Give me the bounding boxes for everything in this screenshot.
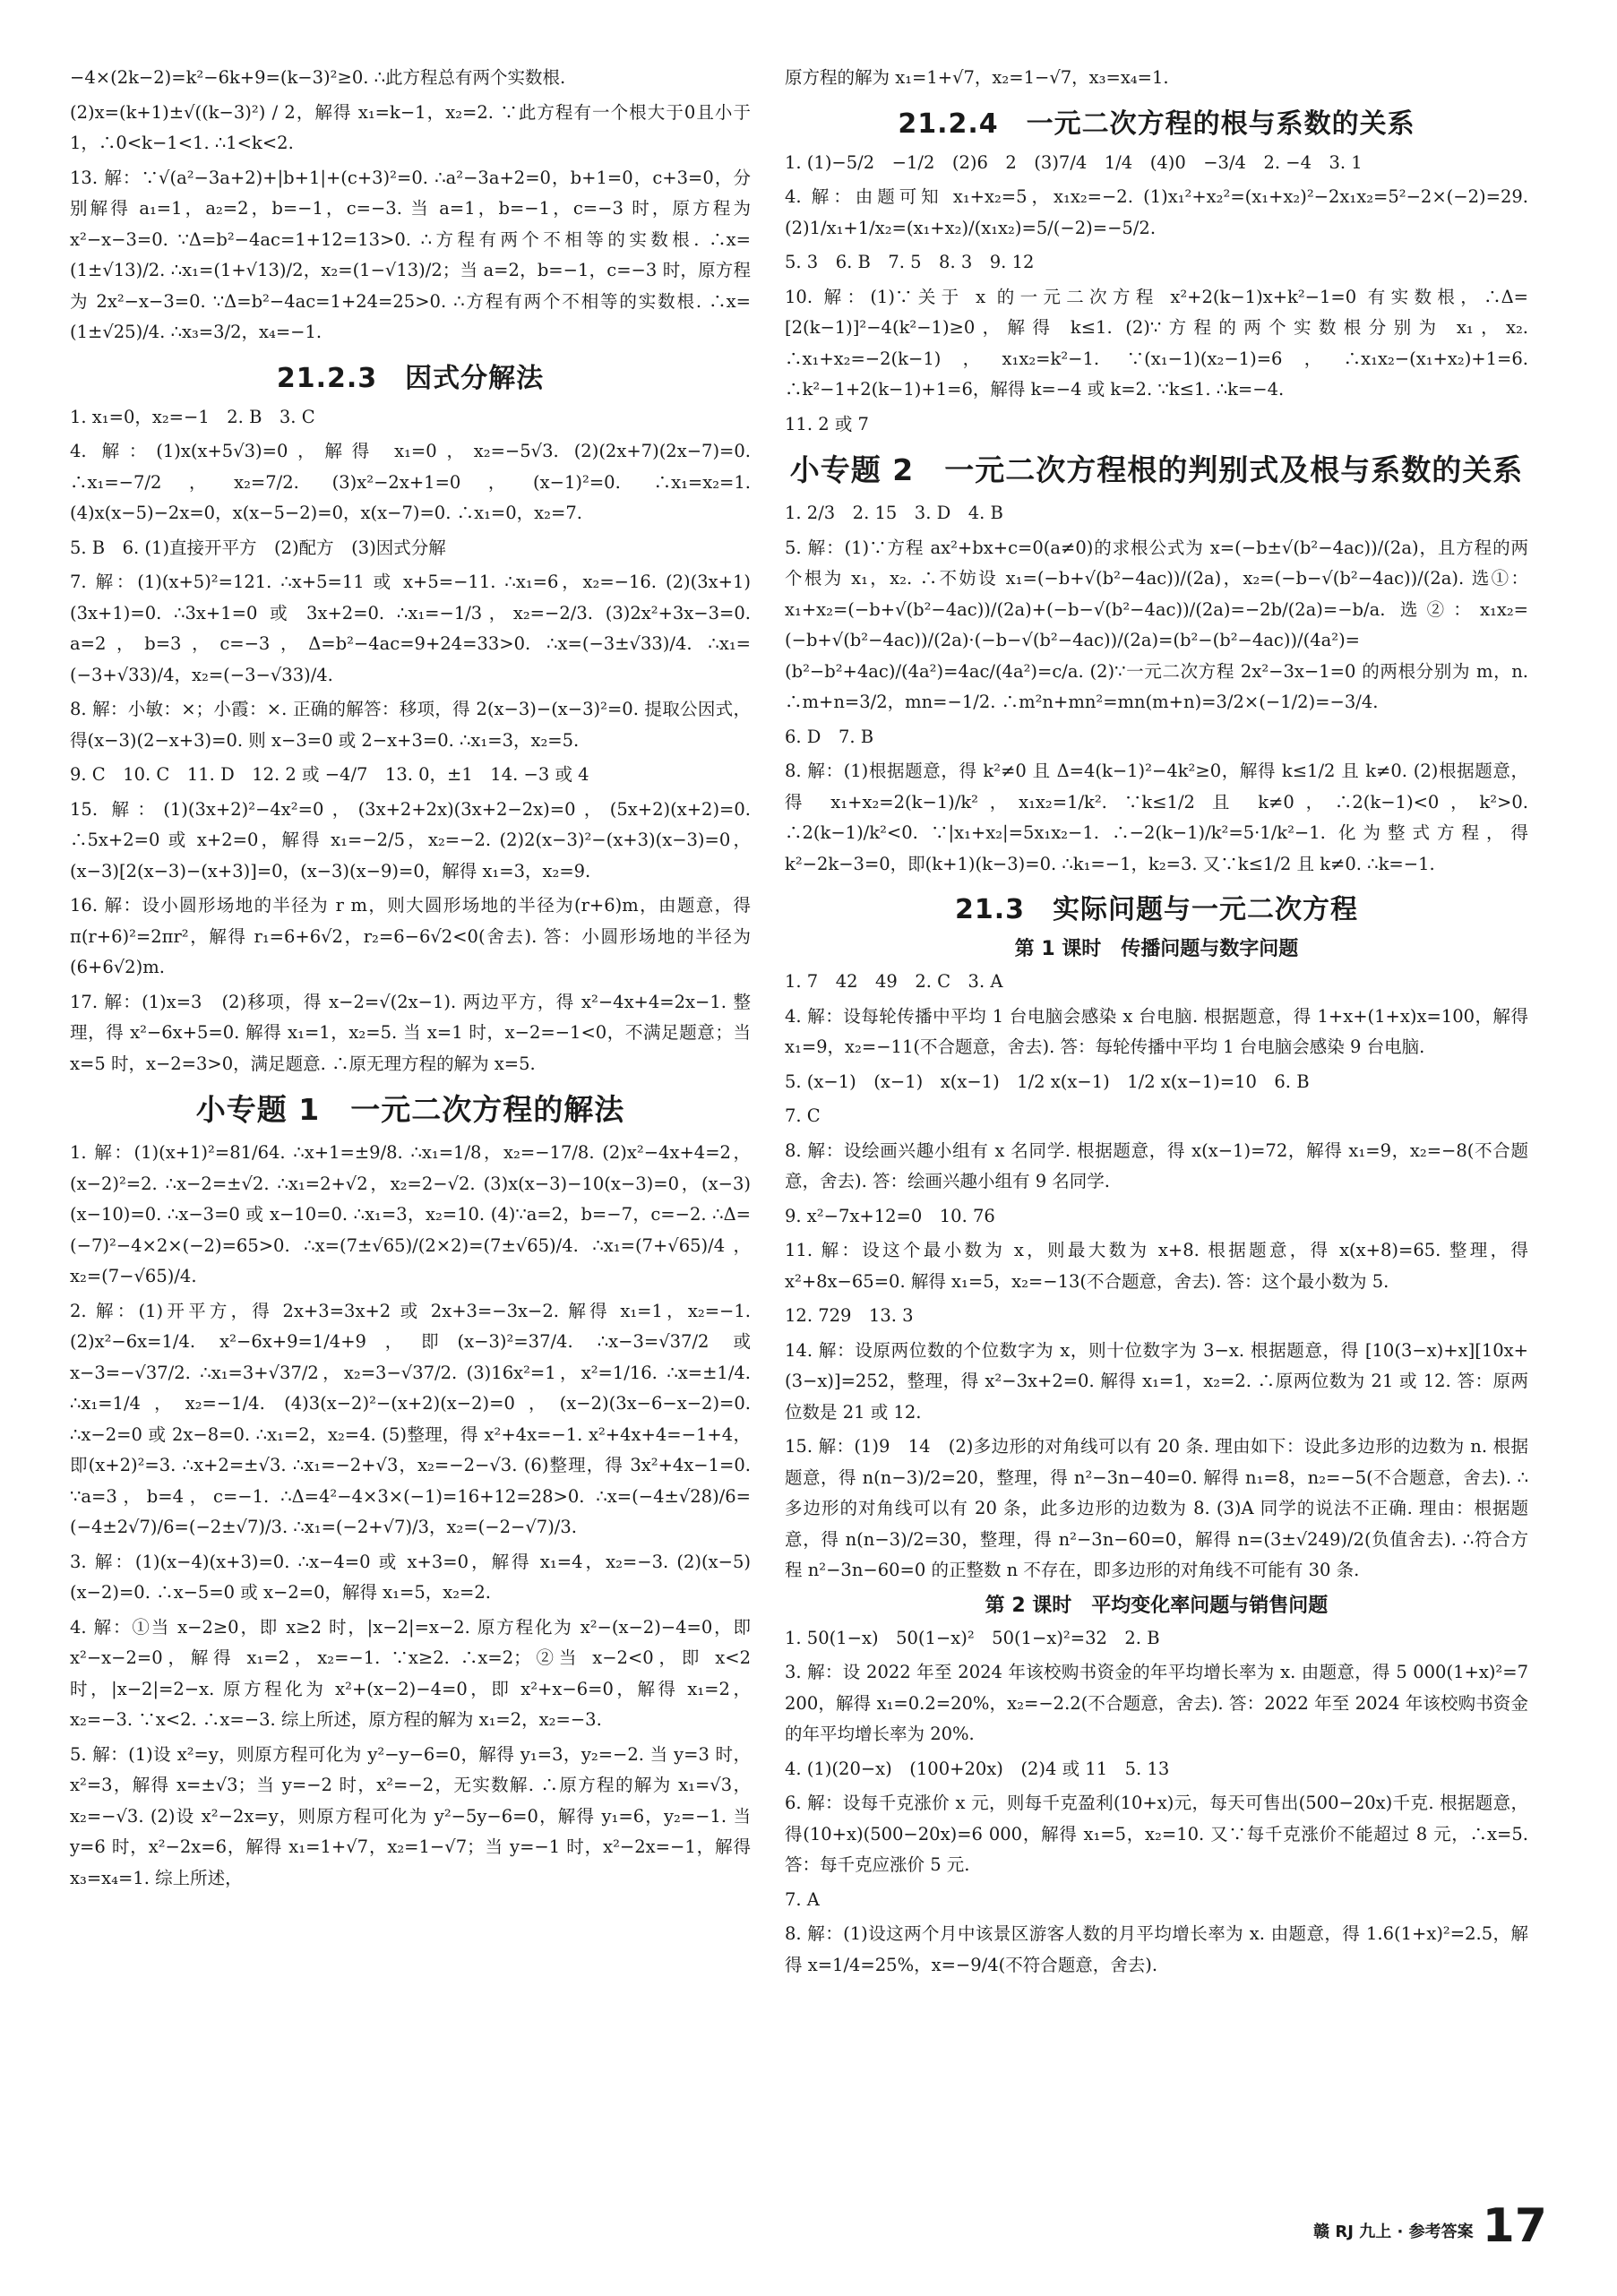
answer-line: 9. C 10. C 11. D 12. 2 或 −4/7 13. 0，±1 14. −3 或 4 (70, 764, 589, 785)
answer-line: 原方程的解为 x₁=1+√7，x₂=1−√7，x₃=x₄=1. (785, 67, 1169, 88)
answer-line: 7. 解：(1)(x+5)²=121. ∴x+5=11 或 x+5=−11. ∴x₁=6，x₂=−16. (2)(3x+1)(3x+1)=0. ∴3x+1=0 或 3x+2=0. ∴x₁=−1/3，x₂=−2/3. (3)2x²+3x−3=0. a=2，b=3，c=−3，Δ=b²−4ac=9+24=33>0. ∴x=(−3±√33)/4. ∴x₁=(−3+√33)/4，x₂=(−3−√33)/4. (70, 572, 751, 685)
answer-line: −4×(2k−2)=k²−6k+9=(k−3)²≥0. ∴此方程总有两个实数根. (70, 67, 566, 88)
answer-line: 4. (1)(20−x) (100+20x) (2)4 或 11 5. 13 (785, 1758, 1170, 1779)
answer-line: 3. 解：(1)(x−4)(x+3)=0. ∴x−4=0 或 x+3=0，解得 x₁=4，x₂=−3. (2)(x−5)(x−2)=0. ∴x−5=0 或 x−2=0，解得 x₁=5，x₂=2. (70, 1551, 751, 1603)
answer-line: 5. (x−1) (x−1) x(x−1) 1/2 x(x−1) 1/2 x(x−1)=10 6. B (785, 1071, 1310, 1092)
section-heading-21-3: 21.3 实际问题与一元二次方程 (954, 894, 1359, 925)
section-heading-21-2-4: 21.2.4 一元二次方程的根与系数的关系 (898, 107, 1415, 140)
answer-line: 14. 解：设原两位数的个位数字为 x，则十位数字为 3−x. 根据题意，得 [10(3−x)+x][10x+(3−x)]=252，整理，得 x²−3x+2=0. 解得 x₁=1，x₂=2. ∴原两位数为 21 或 12. 答：原两位数是 21 或 12. (785, 1339, 1528, 1423)
answer-line: 4. 解：①当 x−2≥0，即 x≥2 时，|x−2|=x−2. 原方程化为 x²−(x−2)−4=0，即 x²−x−2=0，解得 x₁=2，x₂=−1. ∵x≥2. ∴x=2；②当 x−2<0，即 x<2 时，|x−2|=2−x. 原方程化为 x²+(x−2)−4=0，即 x²+x−6=0，解得 x₁=2，x₂=−3. ∵x<2. ∴x=−3. 综上所述，原方程的解为 x₁=2，x₂=−3. (70, 1616, 751, 1730)
right-column (785, 63, 1528, 1984)
answer-line: 1. 50(1−x) 50(1−x)² 50(1−x)²=32 2. B (785, 1627, 1160, 1648)
answer-line: 3. 解：设 2022 年至 2024 年该校购书资金的年平均增长率为 x. 由题意，得 5 000(1+x)²=7 200，解得 x₁=0.2=20%，x₂=−2.2(不合题意，舍去). 答：2022 年至 2024 年该校购书资金的年平均增长率为 20%. (785, 1662, 1528, 1744)
answer-line: (2)x=(k+1)±√((k−3)²) / 2，解得 x₁=k−1，x₂=2. ∵此方程有一个根大于0且小于1，∴0<k−1<1. ∴1<k<2. (70, 101, 751, 153)
topic-heading-1: 小专题 1 一元二次方程的解法 (195, 1092, 625, 1127)
answer-line: 5. B 6. (1)直接开平方 (2)配方 (3)因式分解 (70, 537, 446, 558)
answer-line: 11. 2 或 7 (785, 413, 869, 434)
answer-line: 7. A (785, 1888, 820, 1910)
answer-line: 17. 解：(1)x=3 (2)移项，得 x−2=√(2x−1). 两边平方，得 x²−4x+4=2x−1. 整理，得 x²−6x+5=0. 解得 x₁=1，x₂=5. 当 x=1 时，x−2=−1<0，不满足题意；当 x=5 时，x−2=3>0，满足题意. ∴原无理方程的解为 x=5. (70, 991, 751, 1074)
topic-heading-2: 小专题 2 一元二次方程根的判别式及根与系数的关系 (789, 452, 1524, 487)
answer-line: 7. C (785, 1105, 821, 1126)
answer-line: 5. 解：(1)设 x²=y，则原方程可化为 y²−y−6=0，解得 y₁=3，y₂=−2. 当 y=3 时，x²=3，解得 x=±√3；当 y=−2 时，x²=−2，无实数解. ∴原方程的解为 x₁=√3，x₂=−√3. (2)设 x²−2x=y，则原方程可化为 y²−5y−6=0，解得 y₁=6，y₂=−1. 当 y=6 时，x²−2x=6，解得 x₁=1+√7，x₂=1−√7；当 y=−1 时，x²−2x=−1，解得 x₃=x₄=1. 综上所述， (70, 1743, 751, 1888)
answer-line: 11. 解：设这个最小数为 x，则最大数为 x+8. 根据题意，得 x(x+8)=65. 整理，得 x²+8x−65=0. 解得 x₁=5，x₂=−13(不合题意，舍去). 答：这个最小数为 5. (785, 1240, 1528, 1292)
answer-line: 1. (1)−5/2 −1/2 (2)6 2 (3)7/4 1/4 (4)0 −3/4 2. −4 3. 1 (785, 151, 1363, 173)
answer-line: 5. 解：(1)∵方程 ax²+bx+c=0(a≠0)的求根公式为 x=(−b±√(b²−4ac))/(2a)，且方程的两个根为 x₁，x₂. ∴不妨设 x₁=(−b+√(b²−4ac))/(2a)，x₂=(−b−√(b²−4ac))/(2a). 选①：x₁+x₂=(−b+√(b²−4ac))/(2a)+(−b−√(b²−4ac))/(2a)=−2b/(2a)=−b/a. 选②：x₁x₂=(−b+√(b²−4ac))/(2a)·(−b−√(b²−4ac))/(2a)=(b²−(b²−4ac))/(4a²)=(b²−b²+4ac)/(4a²)=4ac/(4a²)=c/a. (2)∵一元二次方程 2x²−3x−1=0 的两根分别为 m，n. ∴m+n=3/2，mn=−1/2. ∴m²n+mn²=mn(m+n)=3/2×(−1/2)=−3/4. (785, 537, 1528, 712)
answer-line: 4. 解：由题可知 x₁+x₂=5，x₁x₂=−2. (1)x₁²+x₂²=(x₁+x₂)²−2x₁x₂=5²−2×(−2)=29. (2)1/x₁+1/x₂=(x₁+x₂)/(x₁x₂)=5/(−2)=−5/2. (785, 186, 1528, 238)
answer-line: 15. 解：(1)9 14 (2)多边形的对角线可以有 20 条. 理由如下：设此多边形的边数为 n. 根据题意，得 n(n−3)/2=20，整理，得 n²−3n−40=0. 解得 n₁=8，n₂=−5(不合题意，舍去). ∴多边形的对角线可以有 20 条，此多边形的边数为 8. (3)A 同学的说法不正确. 理由：根据题意，得 n(n−3)/2=30，整理，得 n²−3n−60=0，解得 n=(3±√249)/2(负值舍去). ∴符合方程 n²−3n−60=0 的正整数 n 不存在，即多边形的对角线不可能有 30 条. (785, 1436, 1528, 1580)
answer-line: 1. 2/3 2. 15 3. D 4. B (785, 503, 1003, 523)
answer-line: 5. 3 6. B 7. 5 8. 3 9. 12 (785, 252, 1035, 272)
section-heading-21-2-3: 21.2.3 因式分解法 (276, 362, 545, 394)
answer-line: 6. D 7. B (785, 726, 874, 747)
answer-line: 2. 解：(1)开平方，得 2x+3=3x+2 或 2x+3=−3x−2. 解得 x₁=1，x₂=−1. (2)x²−6x=1/4. x²−6x+9=1/4+9，即(x−3)²=37/4. ∴x−3=√37/2 或 x−3=−√37/2. ∴x₁=3+√37/2，x₂=3−√37/2. (3)16x²=1，x²=1/16. ∴x=±1/4. ∴x₁=1/4，x₂=−1/4. (4)3(x−2)²−(x+2)(x−2)=0，(x−2)(3x−6−x−2)=0. ∴x−2=0 或 2x−8=0. ∴x₁=2，x₂=4. (5)整理，得 x²+4x=−1. x²+4x+4=−1+4，即(x+2)²=3. ∴x+2=±√3. ∴x₁=−2+√3，x₂=−2−√3. (6)整理，得 3x²+4x−1=0. ∵a=3，b=4，c=−1. ∴Δ=4²−4×3×(−1)=16+12=28>0. ∴x=(−4±√28)/6=(−4±2√7)/6=(−2±√7)/3. ∴x₁=(−2+√7)/3，x₂=(−2−√7)/3. (70, 1300, 751, 1537)
answer-line: 4. 解：设每轮传播中平均 1 台电脑会感染 x 台电脑. 根据题意，得 1+x+(1+x)x=100，解得 x₁=9，x₂=−11(不合题意，舍去). 答：每轮传播中平均 1 台电脑会感染 9 台电脑. (785, 1005, 1528, 1057)
footer-label: 赣 RJ 九上 · 参考答案 (1313, 2223, 1474, 2241)
answer-line: 6. 解：设每千克涨价 x 元，则每千克盈利(10+x)元，每天可售出(500−20x)千克. 根据题意，得(10+x)(500−20x)=6 000，解得 x₁=5，x₂=10. 又∵每千克涨价不能超过 8 元，∴x=5. 答：每千克应涨价 5 元. (785, 1793, 1528, 1875)
answer-line: 1. 解：(1)(x+1)²=81/64. ∴x+1=±9/8. ∴x₁=1/8，x₂=−17/8. (2)x²−4x+4=2，(x−2)²=2. ∴x−2=±√2. ∴x₁=2+√2，x₂=2−√2. (3)x(x−3)−10(x−3)=0，(x−3)(x−10)=0. ∴x−3=0 或 x−10=0. ∴x₁=3，x₂=10. (4)∵a=2，b=−7，c=−2. ∴Δ=(−7)²−4×2×(−2)=65>0. ∴x=(7±√65)/(2×2)=(7±√65)/4. ∴x₁=(7+√65)/4，x₂=(7−√65)/4. (70, 1142, 751, 1286)
page-number: 17 (1482, 2199, 1547, 2253)
answer-line: 1. x₁=0，x₂=−1 2. B 3. C (70, 406, 315, 427)
answer-line: 1. 7 42 49 2. C 3. A (785, 971, 1003, 992)
answer-line: 9. x²−7x+12=0 10. 76 (785, 1205, 995, 1226)
lesson-heading-1: 第 1 课时 传播问题与数字问题 (1014, 938, 1299, 960)
left-column (70, 63, 751, 1897)
page-footer (1313, 2199, 1547, 2253)
answer-line: 10. 解：(1)∵关于 x 的一元二次方程 x²+2(k−1)x+k²−1=0 有实数根，∴Δ=[2(k−1)]²−4(k²−1)≥0，解得 k≤1. (2)∵方程的两个实数根分别为 x₁，x₂. ∴x₁+x₂=−2(k−1)，x₁x₂=k²−1. ∵(x₁−1)(x₂−1)=6，∴x₁x₂−(x₁+x₂)+1=6. ∴k²−1+2(k−1)+1=6，解得 k=−4 或 k=2. ∵k≤1. ∴k=−4. (785, 286, 1528, 400)
answer-line: 16. 解：设小圆形场地的半径为 r m，则大圆形场地的半径为(r+6)m，由题意，得 π(r+6)²=2πr²，解得 r₁=6+6√2，r₂=6−6√2<0(舍去). 答：小圆形场地的半径为(6+6√2)m. (70, 895, 751, 977)
lesson-heading-2: 第 2 课时 平均变化率问题与销售问题 (985, 1594, 1329, 1617)
answer-line: 12. 729 13. 3 (785, 1305, 914, 1326)
answer-line: 8. 解：小敏：×；小霞：×. 正确的解答：移项，得 2(x−3)−(x−3)²=0. 提取公因式，得(x−3)(2−x+3)=0. 则 x−3=0 或 2−x+3=0. ∴x₁=3，x₂=5. (70, 699, 751, 751)
answer-line: 13. 解：∵√(a²−3a+2)+|b+1|+(c+3)²=0. ∴a²−3a+2=0，b+1=0，c+3=0，分别解得 a₁=1，a₂=2，b=−1，c=−3. 当 a=1，b=−1，c=−3 时，原方程为 x²−x−3=0. ∵Δ=b²−4ac=1+12=13>0. ∴方程有两个不相等的实数根. ∴x=(1±√13)/2. ∴x₁=(1+√13)/2，x₂=(1−√13)/2；当 a=2，b=−1，c=−3 时，原方程为 2x²−x−3=0. ∵Δ=b²−4ac=1+24=25>0. ∴方程有两个不相等的实数根. ∴x=(1±√25)/4. ∴x₃=3/2，x₄=−1. (70, 167, 751, 342)
answer-line: 4. 解：(1)x(x+5√3)=0，解得 x₁=0，x₂=−5√3. (2)(2x+7)(2x−7)=0. ∴x₁=−7/2，x₂=7/2. (3)x²−2x+1=0，(x−1)²=0. ∴x₁=x₂=1. (4)x(x−5)−2x=0，x(x−5−2)=0，x(x−7)=0. ∴x₁=0，x₂=7. (70, 441, 751, 523)
answer-line: 15. 解：(1)(3x+2)²−4x²=0，(3x+2+2x)(3x+2−2x)=0，(5x+2)(x+2)=0. ∴5x+2=0 或 x+2=0，解得 x₁=−2/5，x₂=−2. (2)2(x−3)²−(x+3)(x−3)=0，(x−3)[2(x−3)−(x+3)]=0，(x−3)(x−9)=0，解得 x₁=3，x₂=9. (70, 798, 751, 881)
answer-line: 8. 解：设绘画兴趣小组有 x 名同学. 根据题意，得 x(x−1)=72，解得 x₁=9，x₂=−8(不合题意，舍去). 答：绘画兴趣小组有 9 名同学. (785, 1139, 1528, 1191)
answer-line: 8. 解：(1)设这两个月中该景区游客人数的月平均增长率为 x. 由题意，得 1.6(1+x)²=2.5，解得 x=1/4=25%，x=−9/4(不符合题意，舍去). (785, 1923, 1528, 1975)
answer-line: 8. 解：(1)根据题意，得 k²≠0 且 Δ=4(k−1)²−4k²≥0，解得 k≤1/2 且 k≠0. (2)根据题意，得 x₁+x₂=2(k−1)/k²，x₁x₂=1/k². ∵k≤1/2 且 k≠0，∴2(k−1)<0，k²>0. ∴2(k−1)/k²<0. ∵|x₁+x₂|=5x₁x₂−1. ∴−2(k−1)/k²=5·1/k²−1. 化为整式方程，得 k²−2k−3=0，即(k+1)(k−3)=0. ∴k₁=−1，k₂=3. 又∵k≤1/2 且 k≠0. ∴k=−1. (785, 761, 1528, 874)
